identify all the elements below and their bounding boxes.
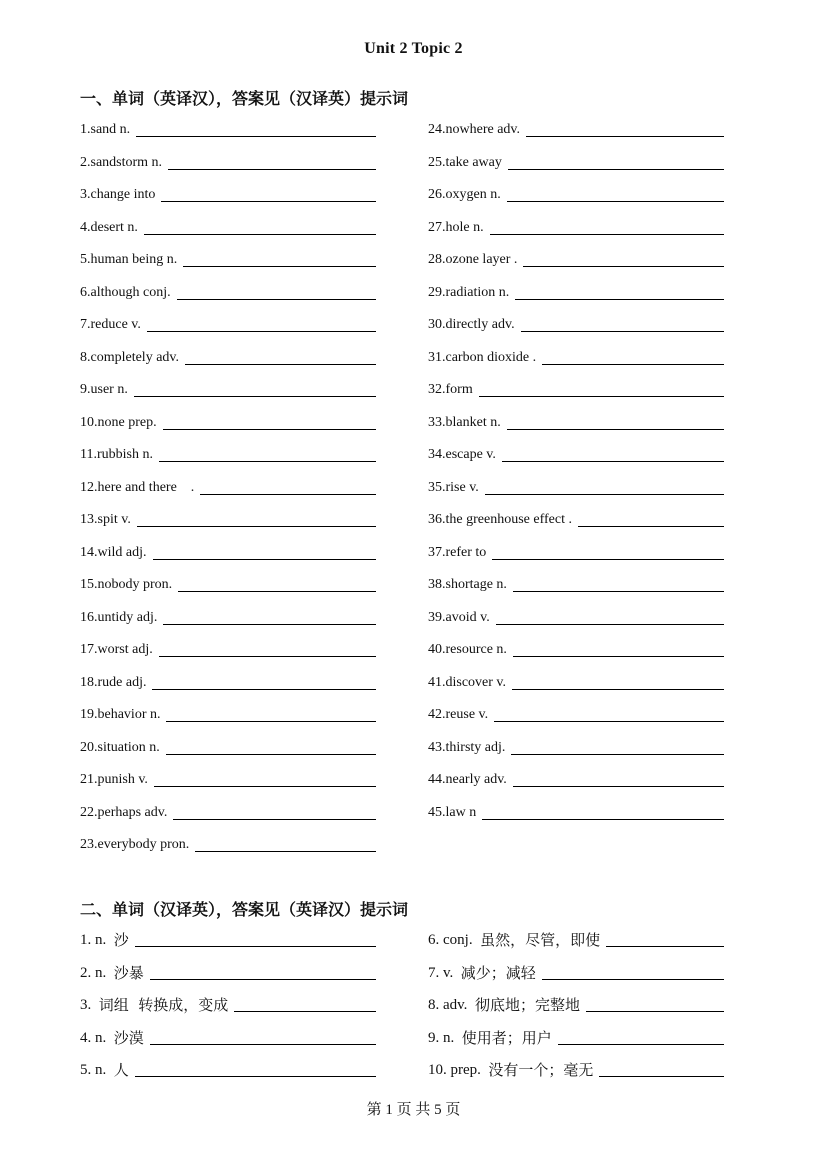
answer-blank[interactable] [558, 1029, 724, 1045]
vocab-word: 38.shortage n. [428, 577, 507, 592]
vocab-item [428, 737, 724, 770]
vocab-word: 1.sand n. [80, 122, 131, 137]
answer-blank[interactable] [513, 771, 724, 787]
answer-blank[interactable] [185, 349, 376, 365]
answer-blank[interactable] [234, 996, 376, 1012]
vocab-item [80, 834, 376, 867]
vocab-word: 10.none prep. [80, 414, 157, 430]
answer-blank[interactable] [482, 804, 724, 820]
vocab-item [428, 477, 724, 510]
vocab-word: 27.hole n. [428, 219, 484, 235]
answer-blank[interactable] [150, 964, 376, 980]
item-number-pos: 1. n. [80, 932, 107, 948]
vocab-item [428, 412, 724, 445]
vocab-word: 9.user n. [80, 382, 128, 397]
answer-blank[interactable] [490, 219, 724, 235]
answer-blank[interactable] [195, 836, 376, 852]
item-number-pos: 5. n. [80, 1062, 107, 1079]
vocab-word: 2.sandstorm n. [80, 154, 163, 170]
answer-blank[interactable] [150, 1029, 376, 1045]
answer-blank[interactable] [526, 121, 724, 137]
vocab-word: 8.completely adv. [80, 349, 180, 365]
answer-blank[interactable] [502, 446, 724, 462]
answer-blank[interactable] [542, 964, 724, 980]
vocab-word: 32.form [428, 382, 473, 397]
vocab-word: 31.carbon dioxide . [428, 349, 537, 365]
translation-item [80, 929, 376, 962]
vocab-word: 29.radiation n. [428, 284, 510, 300]
answer-blank[interactable] [513, 641, 724, 657]
answer-blank[interactable] [513, 576, 724, 592]
answer-blank[interactable] [494, 706, 724, 722]
section1-right-column [428, 119, 724, 834]
translation-item [80, 962, 376, 995]
vocab-item [80, 509, 376, 542]
vocab-word: 19.behavior n. [80, 707, 161, 722]
vocab-word: 3.change into [80, 187, 156, 202]
chinese-meaning: 没有一个；毫无 [488, 1061, 594, 1080]
answer-blank[interactable] [152, 674, 376, 690]
vocab-word: 4.desert n. [80, 219, 138, 235]
answer-blank[interactable] [178, 576, 376, 592]
item-number-pos: 2. n. [80, 964, 107, 981]
vocab-item [428, 574, 724, 607]
vocab-item [428, 672, 724, 705]
translation-item [80, 1027, 376, 1060]
vocab-item [80, 282, 376, 315]
chinese-meaning: 彻底地；完整地 [474, 996, 580, 1015]
vocab-word: 11.rubbish n. [80, 447, 153, 462]
answer-blank[interactable] [200, 479, 376, 495]
answer-blank[interactable] [183, 251, 376, 267]
vocab-item [428, 249, 724, 282]
answer-blank[interactable] [578, 511, 724, 527]
answer-blank[interactable] [512, 674, 724, 690]
vocab-word: 7.reduce v. [80, 317, 141, 332]
vocab-item [80, 347, 376, 380]
vocab-word: 15.nobody pron. [80, 577, 173, 592]
answer-blank[interactable] [508, 154, 724, 170]
translation-item [428, 929, 724, 962]
vocab-word: 5.human being n. [80, 252, 178, 267]
answer-blank[interactable] [144, 219, 376, 235]
item-number-pos: 9. n. [428, 1029, 455, 1046]
vocab-word: 40.resource n. [428, 642, 507, 657]
chinese-meaning: 词组 转换成，变成 [98, 996, 229, 1015]
vocab-item [428, 802, 724, 835]
vocab-item [428, 152, 724, 185]
vocab-item [80, 542, 376, 575]
vocab-word: 22.perhaps adv. [80, 804, 168, 820]
vocab-item [428, 509, 724, 542]
vocab-word: 25.take away [428, 154, 502, 170]
chinese-meaning: 使用者；用户 [461, 1028, 552, 1047]
vocab-item [428, 119, 724, 152]
vocab-item [428, 184, 724, 217]
vocab-word: 30.directly adv. [428, 317, 515, 332]
answer-blank[interactable] [492, 544, 724, 560]
vocab-word: 41.discover v. [428, 674, 507, 690]
vocab-item [80, 704, 376, 737]
answer-blank[interactable] [159, 446, 376, 462]
vocab-item [80, 672, 376, 705]
vocab-item [80, 769, 376, 802]
vocab-item [428, 444, 724, 477]
vocab-item [80, 184, 376, 217]
answer-blank[interactable] [154, 771, 376, 787]
answer-blank[interactable] [542, 349, 724, 365]
vocab-word: 17.worst adj. [80, 642, 153, 657]
chinese-meaning: 沙暴 [113, 963, 144, 982]
vocab-word: 16.untidy adj. [80, 609, 158, 625]
answer-blank[interactable] [163, 414, 376, 430]
answer-blank[interactable] [496, 609, 724, 625]
translation-item [428, 962, 724, 995]
vocab-word: 28.ozone layer . [428, 252, 518, 267]
answer-blank[interactable] [147, 316, 376, 332]
translation-item [428, 994, 724, 1027]
page-title: Unit 2 Topic 2 [364, 40, 463, 57]
chinese-meaning: 沙 [113, 931, 129, 949]
vocab-word: 37.refer to [428, 544, 487, 560]
translation-item [80, 1059, 376, 1092]
answer-blank[interactable] [586, 996, 724, 1012]
vocab-item [428, 282, 724, 315]
answer-blank[interactable] [163, 609, 376, 625]
section2-left-column [80, 929, 376, 1092]
vocab-item [80, 379, 376, 412]
section2-right-column [428, 929, 724, 1092]
vocab-word: 42.reuse v. [428, 707, 489, 722]
vocab-word: 35.rise v. [428, 479, 479, 495]
vocab-item [428, 379, 724, 412]
translation-item [80, 994, 376, 1027]
answer-blank[interactable] [168, 154, 376, 170]
section2-heading: 二、单词（汉译英），答案见（英译汉）提示词 [80, 902, 409, 919]
vocab-item [80, 217, 376, 250]
vocab-word: 12.here and there . [80, 479, 195, 495]
vocab-item [428, 639, 724, 672]
vocab-item [428, 542, 724, 575]
vocab-word: 36.the greenhouse effect . [428, 512, 572, 527]
vocab-word: 21.punish v. [80, 772, 148, 787]
vocab-word: 24.nowhere adv. [428, 122, 521, 137]
vocab-item [80, 444, 376, 477]
vocab-item [80, 152, 376, 185]
answer-blank[interactable] [599, 1061, 724, 1077]
item-number-pos: 6. conj. [428, 932, 473, 948]
vocab-word: 33.blanket n. [428, 414, 501, 430]
translation-item [428, 1059, 724, 1092]
answer-blank[interactable] [515, 284, 724, 300]
answer-blank[interactable] [177, 284, 376, 300]
vocab-item [80, 412, 376, 445]
vocab-word: 43.thirsty adj. [428, 739, 506, 755]
chinese-meaning: 沙漠 [113, 1028, 144, 1047]
item-number-pos: 10. prep. [428, 1062, 481, 1079]
answer-blank[interactable] [173, 804, 376, 820]
vocab-item [80, 314, 376, 347]
vocab-word: 14.wild adj. [80, 544, 147, 560]
chinese-meaning: 减少；减轻 [460, 963, 536, 982]
answer-blank[interactable] [134, 381, 376, 397]
vocab-word: 39.avoid v. [428, 609, 490, 625]
vocab-item [80, 639, 376, 672]
answer-blank[interactable] [166, 739, 376, 755]
vocab-word: 26.oxygen n. [428, 187, 501, 202]
vocab-item [428, 704, 724, 737]
vocab-word: 18.rude adj. [80, 674, 147, 690]
answer-blank[interactable] [161, 186, 376, 202]
vocab-item [428, 217, 724, 250]
vocab-word: 20.situation n. [80, 739, 160, 755]
page-footer: 第 1 页 共 5 页 [366, 1102, 461, 1118]
vocab-item [80, 737, 376, 770]
answer-blank[interactable] [479, 381, 724, 397]
vocab-item [428, 769, 724, 802]
answer-blank[interactable] [159, 641, 376, 657]
answer-blank[interactable] [606, 931, 724, 947]
vocab-item [80, 802, 376, 835]
section1-heading: 一、单词（英译汉），答案见（汉译英）提示词 [80, 91, 409, 108]
answer-blank[interactable] [136, 121, 376, 137]
vocab-item [80, 574, 376, 607]
vocab-word: 23.everybody pron. [80, 837, 190, 852]
chinese-meaning: 虽然，尽管，即使 [480, 931, 601, 949]
answer-blank[interactable] [521, 316, 724, 332]
answer-blank[interactable] [166, 706, 376, 722]
item-number-pos: 7. v. [428, 964, 454, 981]
vocab-word: 34.escape v. [428, 447, 496, 462]
translation-item [428, 1027, 724, 1060]
section1-left-column [80, 119, 376, 867]
answer-blank[interactable] [153, 544, 377, 560]
answer-blank[interactable] [485, 479, 724, 495]
answer-blank[interactable] [511, 739, 724, 755]
vocab-item [80, 249, 376, 282]
vocab-item [428, 347, 724, 380]
answer-blank[interactable] [137, 511, 376, 527]
vocab-word: 13.spit v. [80, 512, 131, 527]
vocab-item [80, 477, 376, 510]
answer-blank[interactable] [523, 251, 724, 267]
vocab-item [80, 119, 376, 152]
vocab-item [428, 314, 724, 347]
vocab-word: 45.law n [428, 804, 477, 820]
chinese-meaning: 人 [113, 1061, 129, 1080]
item-number-pos: 8. adv. [428, 997, 468, 1014]
item-number-pos: 4. n. [80, 1029, 107, 1046]
answer-blank[interactable] [135, 1061, 376, 1077]
item-number-pos: 3. [80, 997, 92, 1014]
vocab-item [80, 607, 376, 640]
answer-blank[interactable] [135, 931, 376, 947]
answer-blank[interactable] [507, 186, 724, 202]
answer-blank[interactable] [507, 414, 724, 430]
vocab-word: 6.although conj. [80, 284, 171, 300]
vocab-word: 44.nearly adv. [428, 772, 507, 787]
vocab-item [428, 607, 724, 640]
